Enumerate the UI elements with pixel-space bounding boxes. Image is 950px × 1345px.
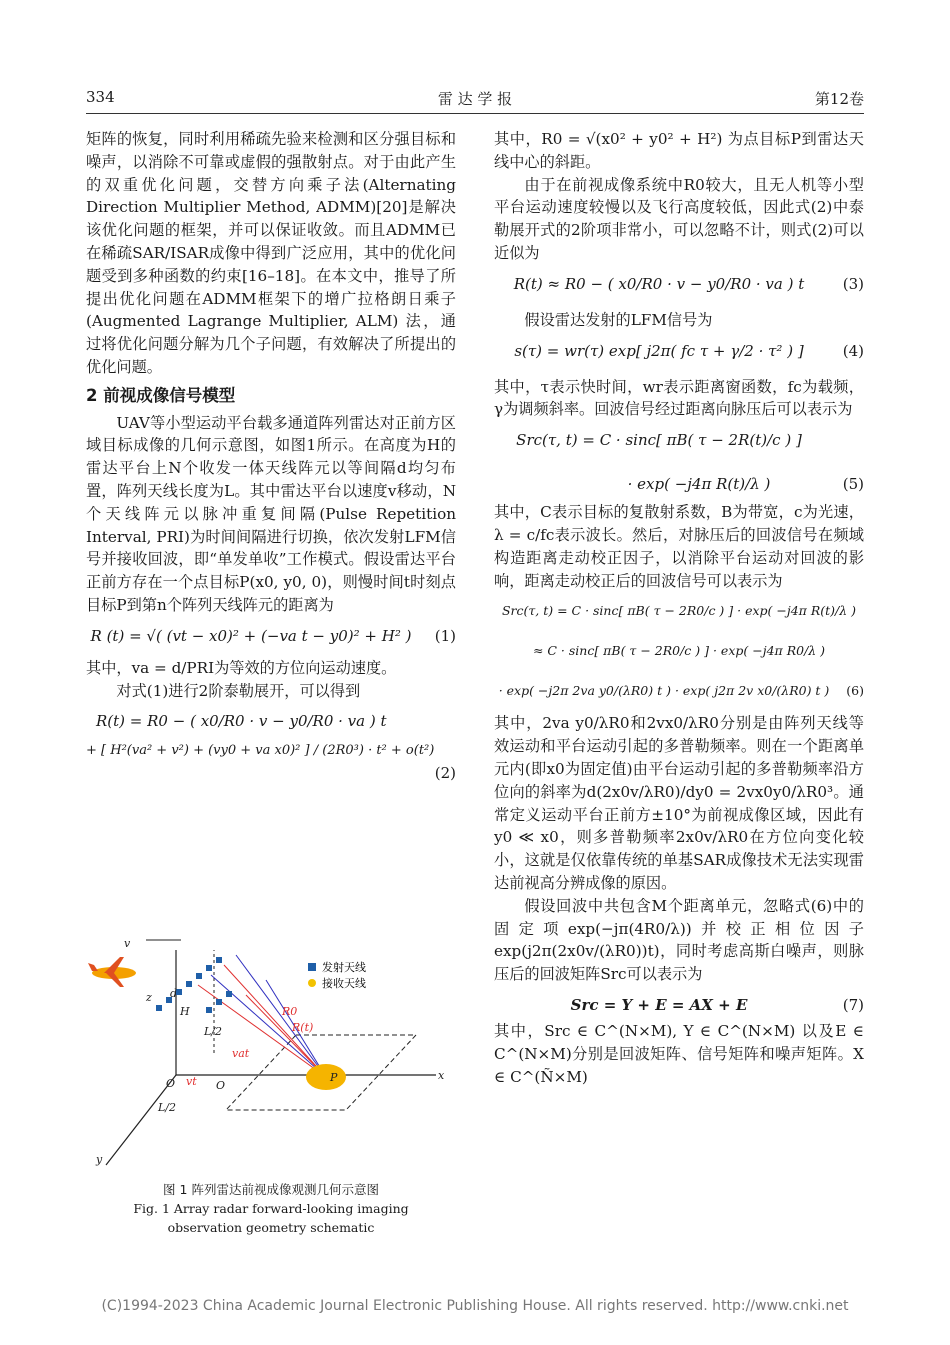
- equation-number: (6): [846, 683, 864, 699]
- caption-en-1: Fig. 1 Array radar forward-looking imaging: [133, 1201, 409, 1216]
- label-z: z: [146, 991, 152, 1004]
- target-area: [306, 1064, 346, 1090]
- label-vat: vat: [232, 1047, 250, 1060]
- page-number: 334: [86, 88, 115, 106]
- label-Rt: R(t): [292, 1021, 314, 1034]
- equation-2-cont: [86, 732, 456, 762]
- equation-body: R(t) ≈ R0 − ( x0/R0 · v − y0/R0 · va ) t: [513, 274, 805, 293]
- figure-caption: [86, 1180, 456, 1237]
- equation-1: [86, 617, 456, 657]
- journal-title: 雷 达 学 报: [437, 90, 513, 108]
- right-column: [494, 128, 864, 1088]
- equation-body: Src(τ, t) = C · sinc[ πB( τ − 2R0/c ) ] · exp( −j4π R(t)/λ ): [501, 603, 857, 619]
- equation-body: + [ H²(va² + v²) + (vy0 + va x0)² ] / (2R0³) · t² + o(t²): [86, 743, 435, 759]
- label-L2a: L/2: [204, 1025, 223, 1038]
- equation-5: [494, 421, 864, 465]
- paragraph: 其中，2va y0/λR0和2vx0/λR0分别是由阵列天线等效运动和平台运动引起的多普勒频率。则在一个距离单元内(即x0为固定值)由平台运动引起的多普勒频率沿方位向的斜率为d(2x0v/λR0)/dy0 = 2vx0y0/λR0³。通常定义运动平台正前方±10°为前视成像区域，因此有y0 ≪ x0，则多普勒频率2x0v/λR0在方位向变化较小，这就是仅依靠传统的单基SAR成像技术无法实现雷达前视高分辨成像的原因。: [494, 714, 864, 892]
- equation-2-number-row: [86, 762, 456, 786]
- figure-1: [86, 935, 456, 1175]
- paragraph: 矩阵的恢复，同时利用稀疏先验来检测和区分强目标和噪声，以消除不可靠或虚假的强散射点。对于由此产生的双重优化问题，交替方向乘子法(Alternating Direction Multiplier Method, ADMM)[20]是解决该优化问题的框架，并可以保证收敛。而且ADMM已在稀疏SAR/ISAR成像中得到广泛应用，其中的优化问题受到多种函数的约束[16–18]。在本文中，推导了所提出优化问题在ADMM框架下的增广拉格朗日乘子(Augmented Lagrange Multiplier, ALM) 法，通过将优化问题分解为几个子问题，有效解决了所提出的优化问题。: [86, 130, 456, 376]
- equation-number: (2): [434, 764, 456, 783]
- label-P: P: [330, 1071, 338, 1084]
- legend-rx: 接收天线: [322, 977, 366, 990]
- label-v: v: [124, 937, 131, 950]
- label-O2: O: [216, 1079, 226, 1092]
- label-L2b: L/2: [158, 1101, 177, 1114]
- equation-body: s(τ) = wr(τ) exp[ j2π( fc τ + γ/2 · τ² ) ]: [514, 341, 804, 360]
- paragraph: 其中，va = d/PRI为等效的方位向运动速度。: [86, 658, 397, 677]
- paragraph: 由于在前视成像系统中R0较大，且无人机等小型平台运动速度较慢以及飞行高度较低，因此式(2)中泰勒展开式的2阶项非常小，可以忽略不计，则式(2)可以近似为: [494, 175, 864, 262]
- equation-body: Src(τ, t) = C · sinc[ πB( τ − 2R(t)/c ) ]: [516, 431, 802, 450]
- label-y: y: [96, 1153, 103, 1166]
- label-H: H: [180, 1005, 190, 1018]
- paragraph: 假设雷达发射的LFM信号为: [524, 310, 713, 329]
- copyright-footer: (C)1994-2023 China Academic Journal Electronic Publishing House. All rights reserved. http://www.cnki.net: [101, 1298, 849, 1314]
- paragraph: 其中，R0 = √(x0² + y0² + H²) 为点目标P到雷达天线中心的斜距。: [494, 130, 864, 171]
- equation-number: (4): [842, 341, 864, 360]
- equation-3: [494, 265, 864, 309]
- label-d: d: [170, 987, 178, 1000]
- section-heading: 2 前视成像信号模型: [86, 385, 236, 405]
- caption-cn: 图 1 阵列雷达前视成像观测几何示意图: [163, 1182, 379, 1197]
- equation-body: Src = Y + E = AX + E: [570, 995, 748, 1014]
- antenna-array: [156, 957, 232, 1013]
- label-vt: vt: [186, 1075, 197, 1088]
- equation-number: (1): [434, 626, 456, 645]
- paragraph: 其中，Src ∈ C^(N×M), Y ∈ C^(N×M) 以及E ∈ C^(N×M)分别是回波矩阵、信号矩阵和噪声矩阵。X ∈ C^(Ñ×M): [494, 1021, 864, 1086]
- paragraph: UAV等小型运动平台载多通道阵列雷达对正前方区域目标成像的几何示意图，如图1所示。在高度为H的雷达平台上N个收发一体天线阵元以等间隔d均匀布置，阵列天线长度为L。其中雷达平台以速度v移动，N个天线阵元以脉冲重复间隔(Pulse Repetition Interval, PRI)为时间间隔进行切换，依次发射LFM信号并接收回波，即“单发单收”工作模式。假设雷达平台正前方存在一个点目标P(x0, y0, 0)，则慢时间t时刻点目标P到第n个阵列天线阵元的距离为: [86, 413, 456, 614]
- equation-7: [494, 986, 864, 1020]
- equation-number: (5): [842, 475, 864, 494]
- equation-6-cont: [494, 632, 864, 672]
- legend-tx: 发射天线: [322, 961, 366, 974]
- equation-number: (3): [842, 274, 864, 293]
- paragraph: 对式(1)进行2阶泰勒展开，可以得到: [116, 681, 361, 700]
- equation-6: [494, 592, 864, 632]
- equation-body: R (t) = √( (vt − x0)² + (−va t − y0)² + H² ): [90, 626, 412, 645]
- equation-number: (7): [842, 995, 864, 1014]
- legend-rx-marker: [308, 979, 316, 987]
- header-rule: [86, 113, 864, 114]
- geometry-diagram: [86, 935, 456, 1175]
- equation-4: [494, 332, 864, 376]
- label-x: x: [438, 1069, 445, 1082]
- paragraph: 其中，C表示目标的复散射系数，B为带宽，c为光速，λ = c/fc表示波长。然后，对脉压后的回波信号在频域构造距离走动校正因子，以消除平台运动对回波的影响，距离走动校正后的回波信号可以表示为: [494, 503, 864, 590]
- legend-tx-marker: [308, 963, 316, 971]
- equation-body: R(t) = R0 − ( x0/R0 · v − y0/R0 · va ) t: [96, 712, 387, 731]
- equation-2: [86, 702, 456, 732]
- equation-body: · exp( −j4π R(t)/λ ): [627, 475, 771, 494]
- equation-5-cont: [494, 465, 864, 501]
- equation-body: · exp( −j2π 2va y0/(λR0) t ) · exp( j2π 2v x0/(λR0) t ): [498, 683, 830, 699]
- left-column: [86, 128, 456, 786]
- label-O: O: [166, 1077, 176, 1090]
- paragraph: 其中，τ表示快时间，wr表示距离窗函数，fc为载频，γ为调频斜率。回波信号经过距离向脉压后可以表示为: [494, 377, 864, 419]
- label-R0: R0: [282, 1005, 298, 1018]
- equation-body: ≈ C · sinc[ πB( τ − 2R0/c ) ] · exp( −j4π R0/λ ): [532, 643, 826, 659]
- volume-label: 第12卷: [814, 90, 864, 108]
- airplane-icon: [88, 957, 136, 987]
- paragraph: 假设回波中共包含M个距离单元，忽略式(6)中的固定项exp(−jπ(4R0/λ))并校正相位因子exp(j2π(2x0v/(λR0))t)，同时考虑高斯白噪声，则脉压后的回波矩阵Src可以表示为: [494, 896, 864, 984]
- caption-en-2: observation geometry schematic: [167, 1220, 375, 1235]
- equation-6-cont2: [494, 672, 864, 712]
